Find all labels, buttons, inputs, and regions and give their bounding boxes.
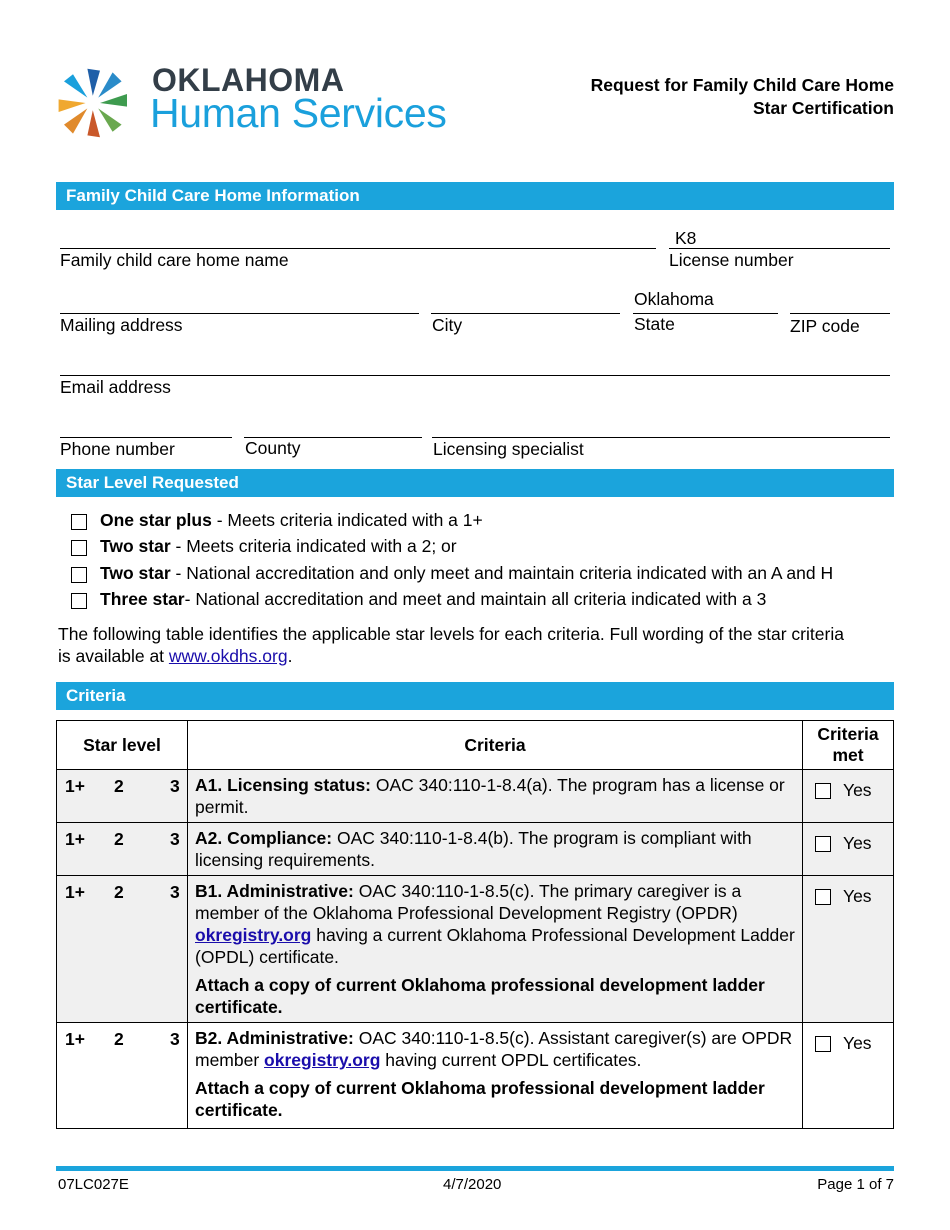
email-address-label: Email address <box>60 377 171 397</box>
section-bar-star-level: Star Level Requested <box>56 469 894 497</box>
footer-date: 4/7/2020 <box>443 1176 502 1193</box>
criteria-note-text: Attach a copy of current Oklahoma professional development ladder certificate. <box>195 1078 765 1120</box>
table-row <box>57 876 894 1023</box>
licensing-specialist-input[interactable] <box>432 437 890 438</box>
footer-divider <box>56 1166 894 1171</box>
criteria-met-yes-label: Yes <box>843 833 872 853</box>
star-option-1-text: - Meets criteria indicated with a 1+ <box>211 510 483 530</box>
star-option-2 <box>100 536 457 557</box>
level-1plus: 1+ <box>65 829 85 849</box>
phone-number-label: Phone number <box>60 439 175 459</box>
star-levels-cell <box>57 1023 188 1129</box>
level-3: 3 <box>170 776 180 796</box>
zip-code-label: ZIP code <box>790 316 860 336</box>
phone-number-input[interactable] <box>60 437 232 438</box>
criteria-body-b: having current OPDL certificates. <box>380 1050 642 1070</box>
star-option-3-bold: Two star <box>100 563 171 583</box>
okregistry-link[interactable]: okregistry.org <box>195 925 312 945</box>
table-row <box>57 823 894 876</box>
star-option-2-text: - Meets criteria indicated with a 2; or <box>170 536 457 556</box>
section-bar-home-info: Family Child Care Home Information <box>56 182 894 210</box>
home-name-label: Family child care home name <box>60 250 289 270</box>
criteria-met-checkbox[interactable] <box>815 1036 831 1052</box>
level-2: 2 <box>114 1029 124 1049</box>
license-number-value: K8 <box>675 228 697 248</box>
criteria-body-a: OAC 340:110-1-8.5(c). The primary caregiver is a member of the Oklahoma Professional Development Registry (OPDR) <box>195 881 742 923</box>
criteria-met-checkbox[interactable] <box>815 783 831 799</box>
criteria-table-header <box>57 721 894 770</box>
criteria-body-b: having a current Oklahoma Professional Development Ladder (OPDL) certificate. <box>195 925 795 967</box>
logo-text-human-services: Human Services <box>150 90 447 136</box>
star-option-4-text: - National accreditation and meet and maintain all criteria indicated with a 3 <box>184 589 767 609</box>
county-label: County <box>245 438 301 458</box>
three-star-checkbox[interactable] <box>71 593 87 609</box>
level-2: 2 <box>114 882 124 902</box>
criteria-heading: B1. Administrative: <box>195 881 354 901</box>
star-levels-cell <box>57 823 188 876</box>
col-header-criteria-met <box>803 721 894 770</box>
level-3: 3 <box>170 829 180 849</box>
okregistry-link[interactable]: okregistry.org <box>264 1050 381 1070</box>
col-header-met-line2: met <box>832 745 864 765</box>
criteria-intro-end: . <box>287 646 293 666</box>
criteria-body-a: OAC 340:110-1-8.5(c). Assistant caregiver(s) are OPDR member <box>195 1028 793 1070</box>
oklahoma-human-services-logo-icon <box>55 58 145 148</box>
star-levels-cell <box>57 876 188 1023</box>
document-title <box>591 74 894 120</box>
star-option-4 <box>100 589 766 610</box>
home-name-input[interactable] <box>60 248 656 249</box>
zip-code-input[interactable] <box>790 313 890 314</box>
email-address-input[interactable] <box>60 375 890 376</box>
criteria-cell <box>188 823 803 876</box>
criteria-met-yes-label: Yes <box>843 780 872 800</box>
mailing-address-input[interactable] <box>60 313 419 314</box>
criteria-met-cell <box>803 876 894 1023</box>
criteria-text <box>195 827 798 871</box>
level-3: 3 <box>170 1029 180 1049</box>
city-input[interactable] <box>431 313 620 314</box>
okdhs-link[interactable]: www.okdhs.org <box>168 646 288 666</box>
criteria-met-checkbox[interactable] <box>815 889 831 905</box>
table-row <box>57 1023 894 1129</box>
criteria-text <box>195 1027 798 1071</box>
criteria-body: OAC 340:110-1-8.4(b). The program is compliant with licensing requirements. <box>195 828 752 870</box>
licensing-specialist-label: Licensing specialist <box>433 439 584 459</box>
col-header-star-level: Star level <box>57 721 188 770</box>
criteria-cell <box>188 876 803 1023</box>
mailing-address-label: Mailing address <box>60 315 183 335</box>
criteria-met-yes-label: Yes <box>843 886 872 906</box>
star-option-3 <box>100 563 833 584</box>
col-header-met-line1: Criteria <box>817 724 879 744</box>
star-option-4-bold: Three star <box>100 589 185 609</box>
criteria-heading: A1. Licensing status: <box>195 775 372 795</box>
criteria-body: OAC 340:110-1-8.4(a). The program has a license or permit. <box>195 775 785 817</box>
col-header-criteria: Criteria <box>188 721 803 770</box>
criteria-text <box>195 880 798 968</box>
level-3: 3 <box>170 882 180 902</box>
level-1plus: 1+ <box>65 776 85 796</box>
criteria-cell <box>188 770 803 823</box>
criteria-table <box>56 720 894 1129</box>
footer-page-number: Page 1 of 7 <box>817 1176 894 1193</box>
table-row <box>57 770 894 823</box>
criteria-text <box>195 774 798 818</box>
state-value: Oklahoma <box>634 289 714 309</box>
level-2: 2 <box>114 829 124 849</box>
criteria-met-cell <box>803 823 894 876</box>
criteria-met-cell <box>803 1023 894 1129</box>
criteria-note <box>195 1077 798 1121</box>
criteria-heading: A2. Compliance: <box>195 828 333 848</box>
star-option-1-bold: One star plus <box>100 510 212 530</box>
criteria-cell <box>188 1023 803 1129</box>
criteria-note-text: Attach a copy of current Oklahoma professional development ladder certificate. <box>195 975 765 1017</box>
criteria-met-checkbox[interactable] <box>815 836 831 852</box>
state-label: State <box>634 314 675 334</box>
footer-form-id: 07LC027E <box>58 1176 129 1193</box>
level-1plus: 1+ <box>65 882 85 902</box>
criteria-met-yes-label: Yes <box>843 1033 872 1053</box>
two-star-accreditation-checkbox[interactable] <box>71 567 87 583</box>
logo-text-oklahoma: OKLAHOMA <box>152 62 345 98</box>
level-2: 2 <box>114 776 124 796</box>
one-star-plus-checkbox[interactable] <box>71 514 87 530</box>
criteria-note <box>195 974 798 1018</box>
two-star-checkbox[interactable] <box>71 540 87 556</box>
license-number-input[interactable] <box>669 248 890 249</box>
star-option-3-text: - National accreditation and only meet and maintain criteria indicated with an A and H <box>170 563 834 583</box>
section-bar-criteria: Criteria <box>56 682 894 710</box>
star-option-1 <box>100 510 483 531</box>
star-option-2-bold: Two star <box>100 536 171 556</box>
document-title-line1: Request for Family Child Care Home <box>590 75 894 95</box>
criteria-heading: B2. Administrative: <box>195 1028 354 1048</box>
criteria-intro-paragraph <box>58 623 858 667</box>
document-title-line2: Star Certification <box>753 98 894 118</box>
criteria-intro-text: The following table identifies the applicable star levels for each criteria. Full wording of the star criteria is available at <box>58 624 844 666</box>
level-1plus: 1+ <box>65 1029 85 1049</box>
city-label: City <box>432 315 463 335</box>
star-levels-cell <box>57 770 188 823</box>
license-number-label: License number <box>669 250 794 270</box>
criteria-met-cell <box>803 770 894 823</box>
